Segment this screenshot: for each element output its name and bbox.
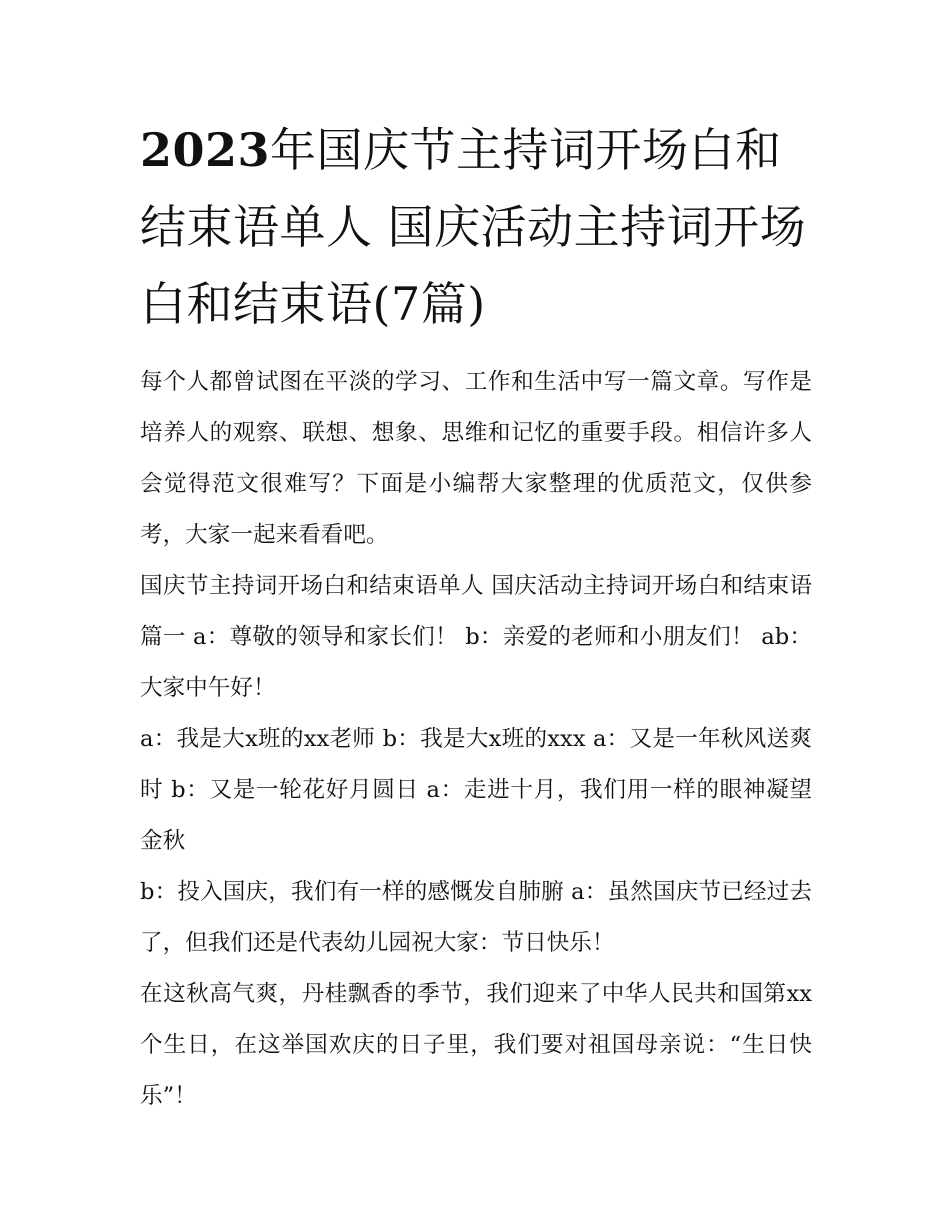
paragraph-national-day: b：投入国庆，我们有一样的感慨发自肺腑 a：虽然国庆节已经过去了，但我们还是代表幼儿园祝大家：节日快乐！ [140,879,812,956]
title-text: 年国庆节主持词开场白和结束语单人 国庆活动主持词开场白和结束语(7篇) [140,123,807,331]
paragraph-opening: 国庆节主持词开场白和结束语单人 国庆活动主持词开场白和结束语篇一 a：尊敬的领导和家长们！ b：亲爱的老师和小朋友们！ ab： 大家中午好！ [140,573,812,701]
paragraph-birthday: 在这秋高气爽，丹桂飘香的季节，我们迎来了中华人民共和国第xx个生日，在这举国欢庆的日子里，我们要对祖国母亲说：“生日快乐”！ [140,981,812,1109]
document-body [140,357,812,1122]
document-title [140,112,812,343]
paragraph-intro: 每个人都曾试图在平淡的学习、工作和生活中写一篇文章。写作是培养人的观察、联想、想象、思维和记忆的重要手段。相信许多人会觉得范文很难写？下面是小编帮大家整理的优质范文，仅供参考，大家一起来看看吧。 [140,369,812,548]
title-year: 2023 [140,123,271,177]
paragraph-introductions: a：我是大x班的xx老师 b：我是大x班的xxx a：又是一年秋风送爽时 b：又是一轮花好月圆日 a：走进十月，我们用一样的眼神凝望金秋 [140,726,812,854]
document-page [140,112,812,1122]
